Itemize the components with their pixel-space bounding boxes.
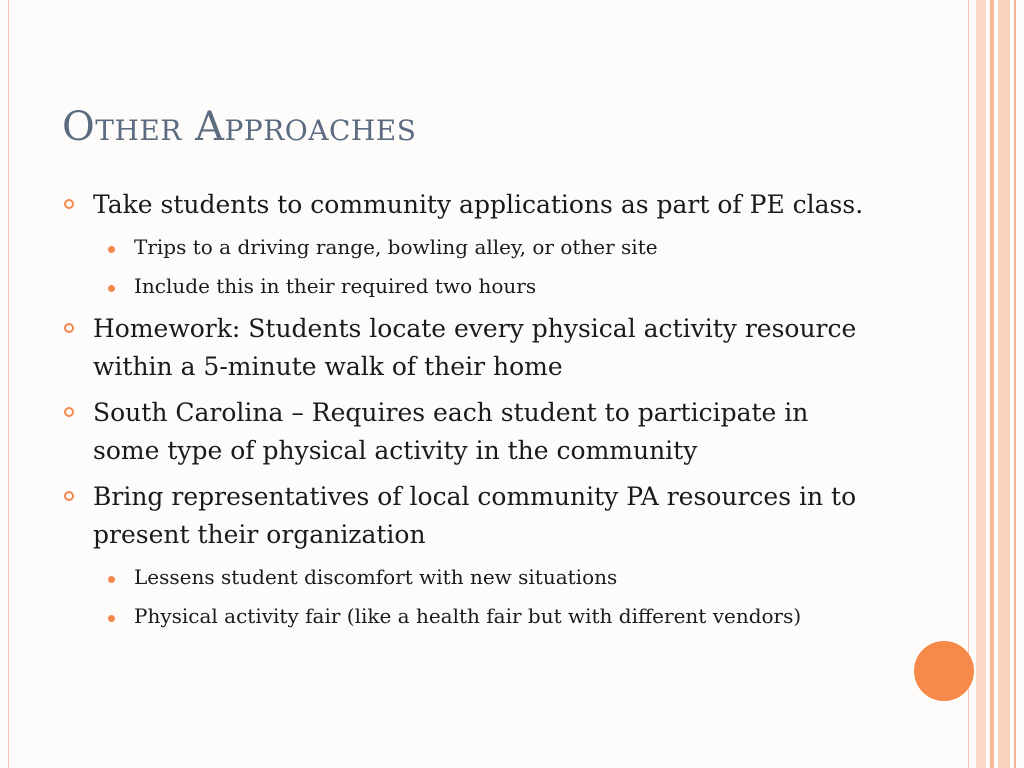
bullet-text: Bring representatives of local community PA resources in to present their organization: [93, 482, 857, 549]
dot-bullet-icon: [108, 615, 115, 622]
sub-bullet-item: [62, 562, 882, 593]
stripe-band: [998, 0, 1010, 768]
hollow-bullet-icon: [64, 407, 74, 417]
sub-list: [62, 232, 882, 302]
sub-bullet-item: [62, 232, 882, 263]
bullet-text: Take students to community applications as part of PE class.: [93, 190, 864, 219]
sub-bullet-text: Include this in their required two hours: [134, 274, 537, 298]
slide-content: [62, 186, 882, 640]
bullet-item: [62, 186, 882, 224]
decorative-stripes: [968, 0, 1024, 768]
hollow-bullet-icon: [64, 199, 74, 209]
dot-bullet-icon: [108, 285, 115, 292]
bullet-item: [62, 310, 882, 386]
sub-bullet-item: [62, 601, 882, 632]
stripe-band: [976, 0, 986, 768]
left-border-line: [8, 0, 9, 768]
bullet-item: [62, 478, 882, 554]
sub-bullet-text: Physical activity fair (like a health fair but with different vendors): [134, 604, 802, 628]
bullet-text: Homework: Students locate every physical activity resource within a 5-minute walk of their home: [93, 314, 857, 381]
stripe-line: [1014, 0, 1016, 768]
stripe-band: [990, 0, 994, 768]
bullet-item: [62, 394, 882, 470]
sub-list: [62, 562, 882, 632]
bullet-text: South Carolina – Requires each student to participate in some type of physical activity in the community: [93, 398, 809, 465]
hollow-bullet-icon: [64, 323, 74, 333]
dot-bullet-icon: [108, 246, 115, 253]
sub-bullet-text: Lessens student discomfort with new situations: [134, 565, 618, 589]
hollow-bullet-icon: [64, 491, 74, 501]
sub-bullet-item: [62, 271, 882, 302]
decorative-circle: [914, 641, 974, 701]
sub-bullet-text: Trips to a driving range, bowling alley, or other site: [134, 235, 658, 259]
dot-bullet-icon: [108, 576, 115, 583]
slide-title: Other Approaches: [62, 104, 417, 150]
